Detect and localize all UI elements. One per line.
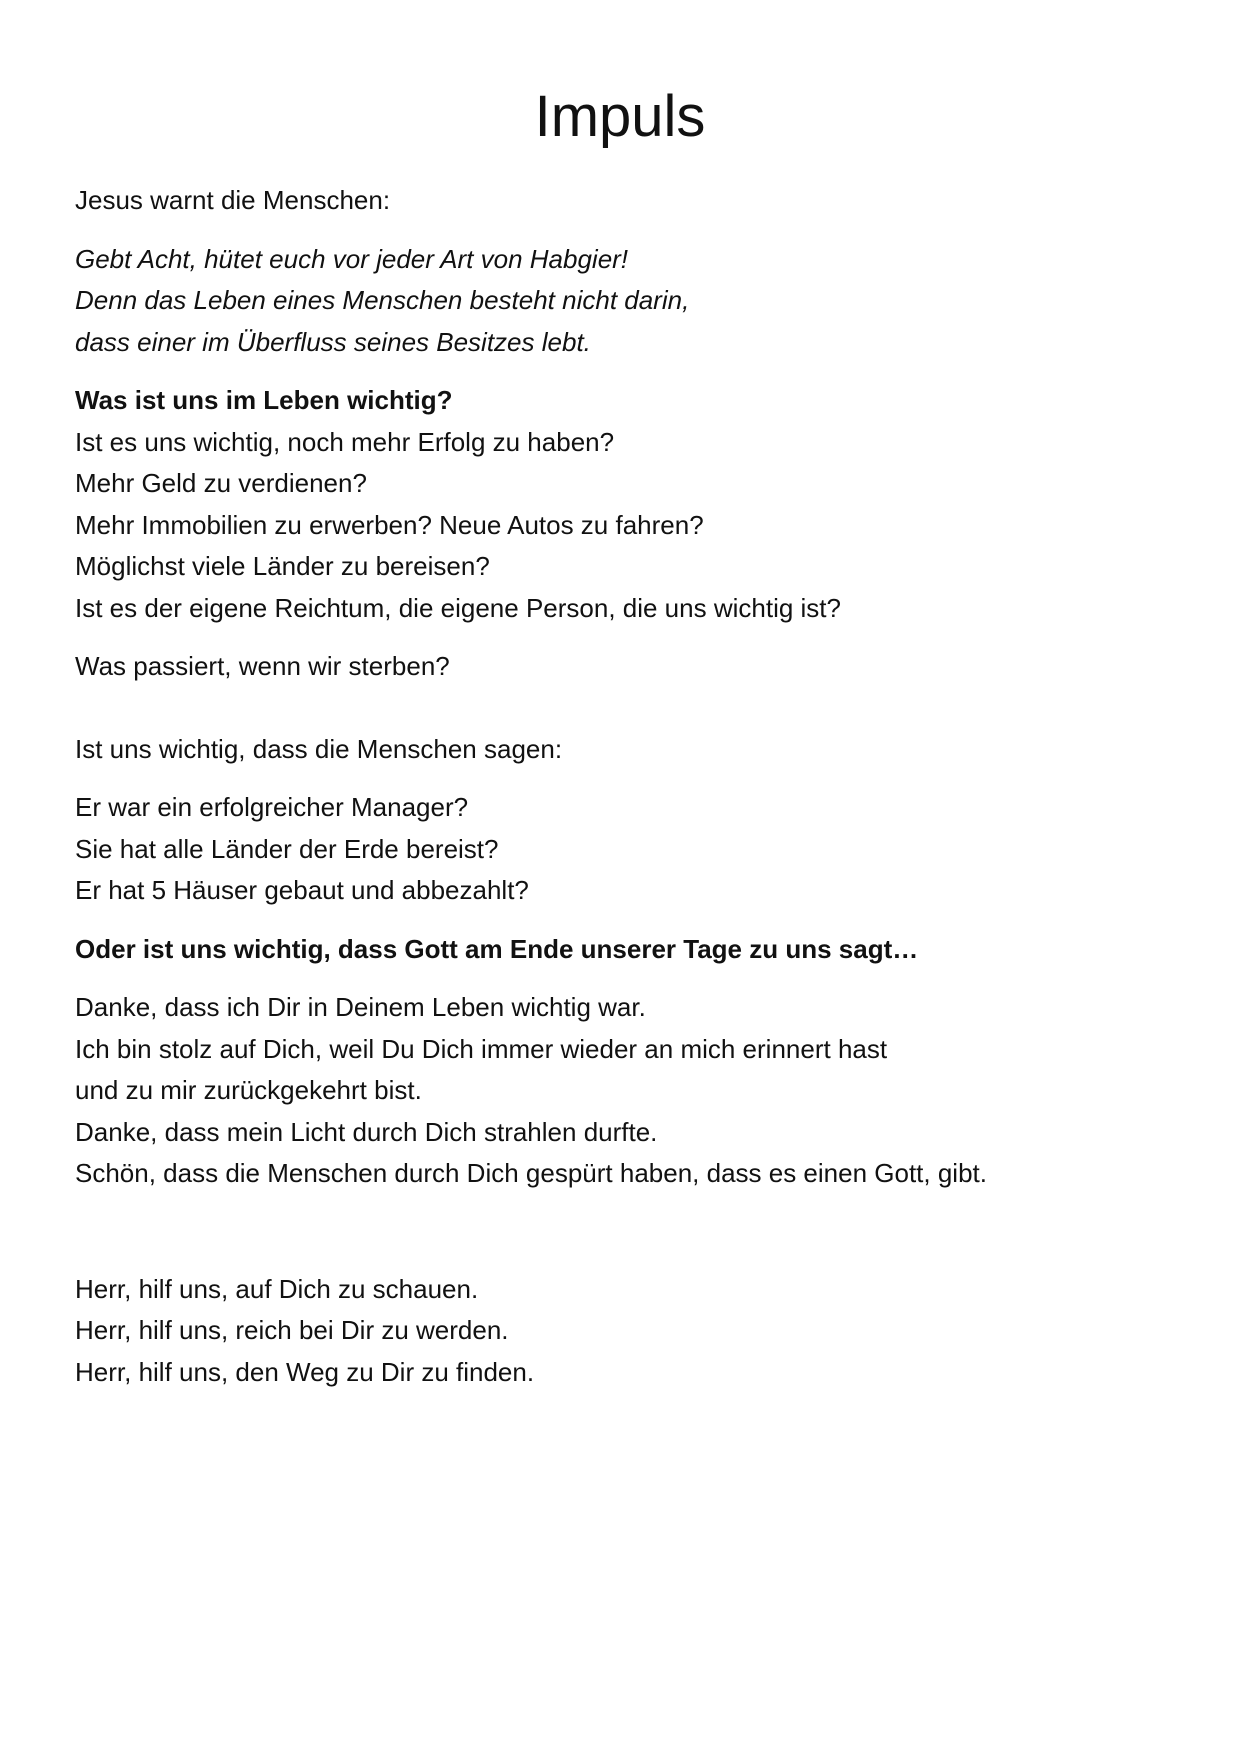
god-says-line: Danke, dass ich Dir in Deinem Leben wichtig war. (75, 992, 646, 1022)
people-say-intro: Ist uns wichtig, dass die Menschen sagen: (75, 733, 563, 764)
intro-line: Jesus warnt die Menschen: (75, 185, 391, 215)
death-question: Was passiert, wenn wir sterben? (75, 651, 450, 681)
quote-line: Gebt Acht, hütet euch vor jeder Art von Habgier! (75, 243, 629, 274)
people-say-line: Er war ein erfolgreicher Manager? (75, 792, 469, 822)
question-line: Ist es der eigene Reichtum, die eigene Person, die uns wichtig ist? (75, 592, 841, 623)
god-says-line: Schön, dass die Menschen durch Dich gespürt haben, dass es einen Gott, gibt. (75, 1158, 987, 1188)
document-body (75, 180, 1175, 1393)
prayer-list (75, 1269, 1175, 1394)
god-says-list (75, 987, 1175, 1195)
question-line: Möglichst viele Länder zu bereisen? (75, 551, 490, 581)
god-heading: Oder ist uns wichtig, dass Gott am Ende unserer Tage zu uns sagt… (75, 933, 919, 964)
page-title: Impuls (534, 84, 706, 149)
scripture-quote (75, 239, 1175, 364)
question-heading: Was ist uns im Leben wichtig? (75, 385, 453, 415)
people-say-list (75, 787, 1175, 912)
god-says-line: Danke, dass mein Licht durch Dich strahlen durfte. (75, 1116, 658, 1147)
people-say-line: Sie hat alle Länder der Erde bereist? (75, 833, 499, 864)
prayer-line: Herr, hilf uns, auf Dich zu schauen. (75, 1273, 479, 1304)
question-line: Mehr Immobilien zu erwerben? Neue Autos zu fahren? (75, 509, 704, 540)
god-says-line: Ich bin stolz auf Dich, weil Du Dich immer wieder an mich erinnert hast (75, 1033, 888, 1064)
question-line: Ist es uns wichtig, noch mehr Erfolg zu haben? (75, 426, 615, 457)
quote-line: dass einer im Überfluss seines Besitzes lebt. (75, 326, 591, 357)
people-say-line: Er hat 5 Häuser gebaut und abbezahlt? (75, 875, 529, 905)
god-says-line: und zu mir zurückgekehrt bist. (75, 1075, 422, 1105)
prayer-line: Herr, hilf uns, reich bei Dir zu werden. (75, 1315, 509, 1345)
prayer-line: Herr, hilf uns, den Weg zu Dir zu finden. (75, 1356, 535, 1387)
quote-line: Denn das Leben eines Menschen besteht nicht darin, (75, 285, 690, 315)
question-list (75, 422, 1175, 630)
question-line: Mehr Geld zu verdienen? (75, 468, 367, 498)
